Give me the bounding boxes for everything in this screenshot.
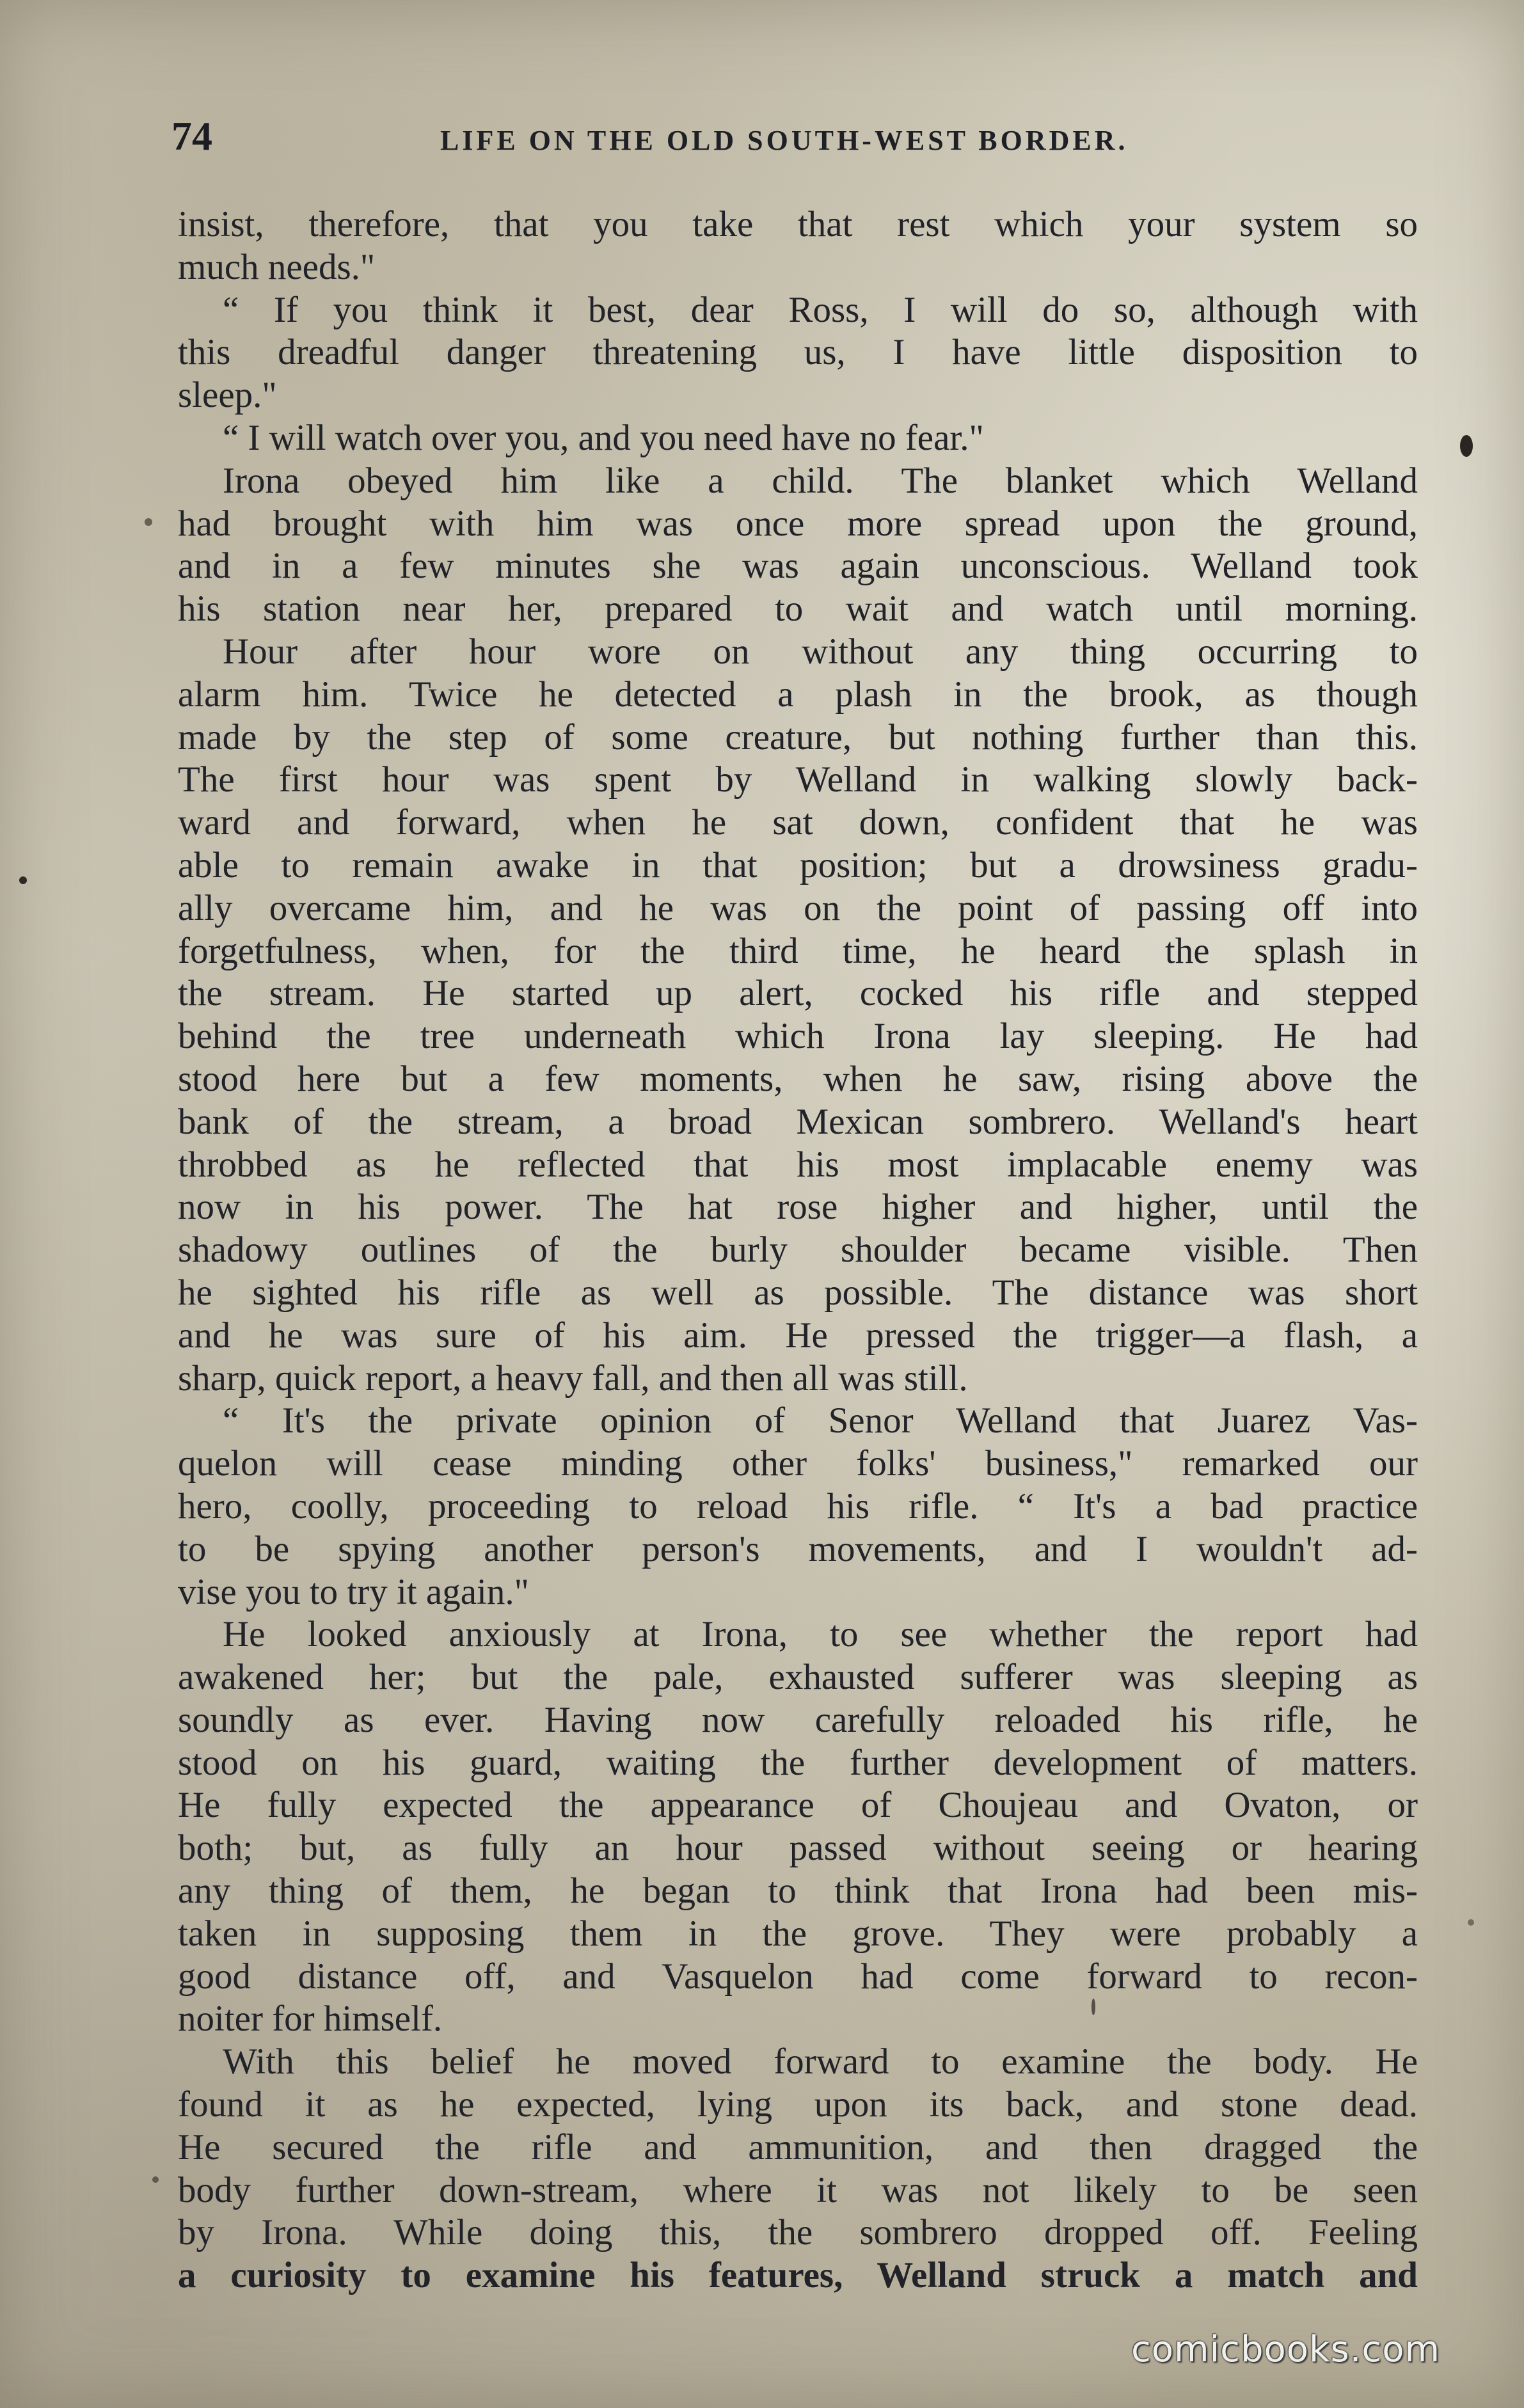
text-line: now in his power. The hat rose higher and higher, until the <box>178 1187 1418 1228</box>
text-line: had brought with him was once more spread upon the ground, <box>178 503 1418 544</box>
text-line: he sighted his rifle as well as possible. The distance was short <box>178 1272 1418 1313</box>
text-line: bank of the stream, a broad Mexican sombrero. Welland's heart <box>178 1101 1418 1142</box>
page-number: 74 <box>171 113 212 159</box>
text-line: behind the tree underneath which Irona lay sleeping. He had <box>178 1016 1418 1057</box>
text-line: a curiosity to examine his features, Welland struck a match and <box>178 2255 1418 2296</box>
text-line: his station near her, prepared to wait and watch until morning. <box>178 589 1418 630</box>
ink-spot <box>19 876 27 884</box>
text-line: sleep." <box>178 375 277 416</box>
text-line: “ I will watch over you, and you need have no fear." <box>223 417 984 458</box>
text-line: quelon will cease minding other folks' business," remarked our <box>178 1443 1418 1484</box>
text-line: alarm him. Twice he detected a plash in the brook, as though <box>178 674 1418 715</box>
text-line: sharp, quick report, a heavy fall, and then all was still. <box>178 1358 968 1398</box>
ink-spot <box>145 518 152 526</box>
text-line: vise you to try it again." <box>178 1571 529 1612</box>
text-line: to be spying another person's movements, and I wouldn't ad- <box>178 1528 1418 1569</box>
text-line: body further down-stream, where it was not likely to be seen <box>178 2169 1418 2210</box>
text-line: throbbed as he reflected that his most implacable enemy was <box>178 1144 1418 1185</box>
text-line: shadowy outlines of the burly shoulder became visible. Then <box>178 1230 1418 1271</box>
text-line: much needs." <box>178 246 376 287</box>
text-line: both; but, as fully an hour passed without seeing or hearing <box>178 1828 1418 1869</box>
text-line: The first hour was spent by Welland in walking slowly back- <box>178 759 1418 800</box>
text-line: this dreadful danger threatening us, I have little disposition to <box>178 332 1418 373</box>
text-line: “ If you think it best, dear Ross, I will do so, although with <box>223 289 1418 330</box>
text-line: found it as he expected, lying upon its back, and stone dead. <box>178 2084 1418 2125</box>
text-line: able to remain awake in that position; but a drowsiness gradu- <box>178 844 1418 885</box>
page-header <box>171 113 1419 170</box>
ink-spot <box>1091 1999 1095 2015</box>
text-line: ally overcame him, and he was on the point of passing off into <box>178 887 1418 928</box>
text-line: taken in supposing them in the grove. They were probably a <box>178 1913 1418 1954</box>
ink-spot <box>152 2176 159 2183</box>
text-line: “ It's the private opinion of Senor Welland that Juarez Vas- <box>223 1400 1418 1441</box>
running-title: LIFE ON THE OLD SOUTH-WEST BORDER. <box>440 125 1129 156</box>
ink-spot <box>1468 1919 1474 1926</box>
text-line: and in a few minutes she was again unconscious. Welland took <box>178 546 1418 587</box>
text-line: made by the step of some creature, but nothing further than this. <box>178 717 1418 757</box>
text-line: stood here but a few moments, when he saw, rising above the <box>178 1058 1418 1099</box>
text-line: stood on his guard, waiting the further development of matters. <box>178 1742 1418 1783</box>
text-line: He fully expected the appearance of Choujeau and Ovaton, or <box>178 1785 1418 1826</box>
text-line: and he was sure of his aim. He pressed the trigger—a flash, a <box>178 1315 1418 1356</box>
text-line: forgetfulness, when, for the third time, he heard the splash in <box>178 930 1418 971</box>
text-line: hero, coolly, proceeding to reload his rifle. “ It's a bad practice <box>178 1485 1418 1526</box>
text-line: any thing of them, he began to think that Irona had been mis- <box>178 1871 1418 1912</box>
text-line: Hour after hour wore on without any thing occurring to <box>223 631 1418 672</box>
text-line: ward and forward, when he sat down, confident that he was <box>178 802 1418 843</box>
text-line: Irona obeyed him like a child. The blanket which Welland <box>223 460 1418 501</box>
text-line: good distance off, and Vasquelon had come forward to recon- <box>178 1956 1418 1997</box>
text-line: awakened her; but the pale, exhausted sufferer was sleeping as <box>178 1657 1418 1698</box>
text-line: He secured the rifle and ammunition, and then dragged the <box>178 2127 1418 2167</box>
ink-spot <box>1460 435 1473 457</box>
text-line: With this belief he moved forward to examine the body. He <box>223 2041 1418 2082</box>
text-line: He looked anxiously at Irona, to see whether the report had <box>223 1614 1418 1655</box>
text-line: noiter for himself. <box>178 1999 443 2040</box>
text-line: soundly as ever. Having now carefully reloaded his rifle, he <box>178 1699 1418 1740</box>
text-line: insist, therefore, that you take that rest which your system so <box>178 204 1418 244</box>
body-text <box>178 203 1418 2297</box>
watermark: comicbooks.com <box>1131 2329 1441 2370</box>
text-line: by Irona. While doing this, the sombrero dropped off. Feeling <box>178 2212 1418 2253</box>
text-line: the stream. He started up alert, cocked his rifle and stepped <box>178 973 1418 1014</box>
